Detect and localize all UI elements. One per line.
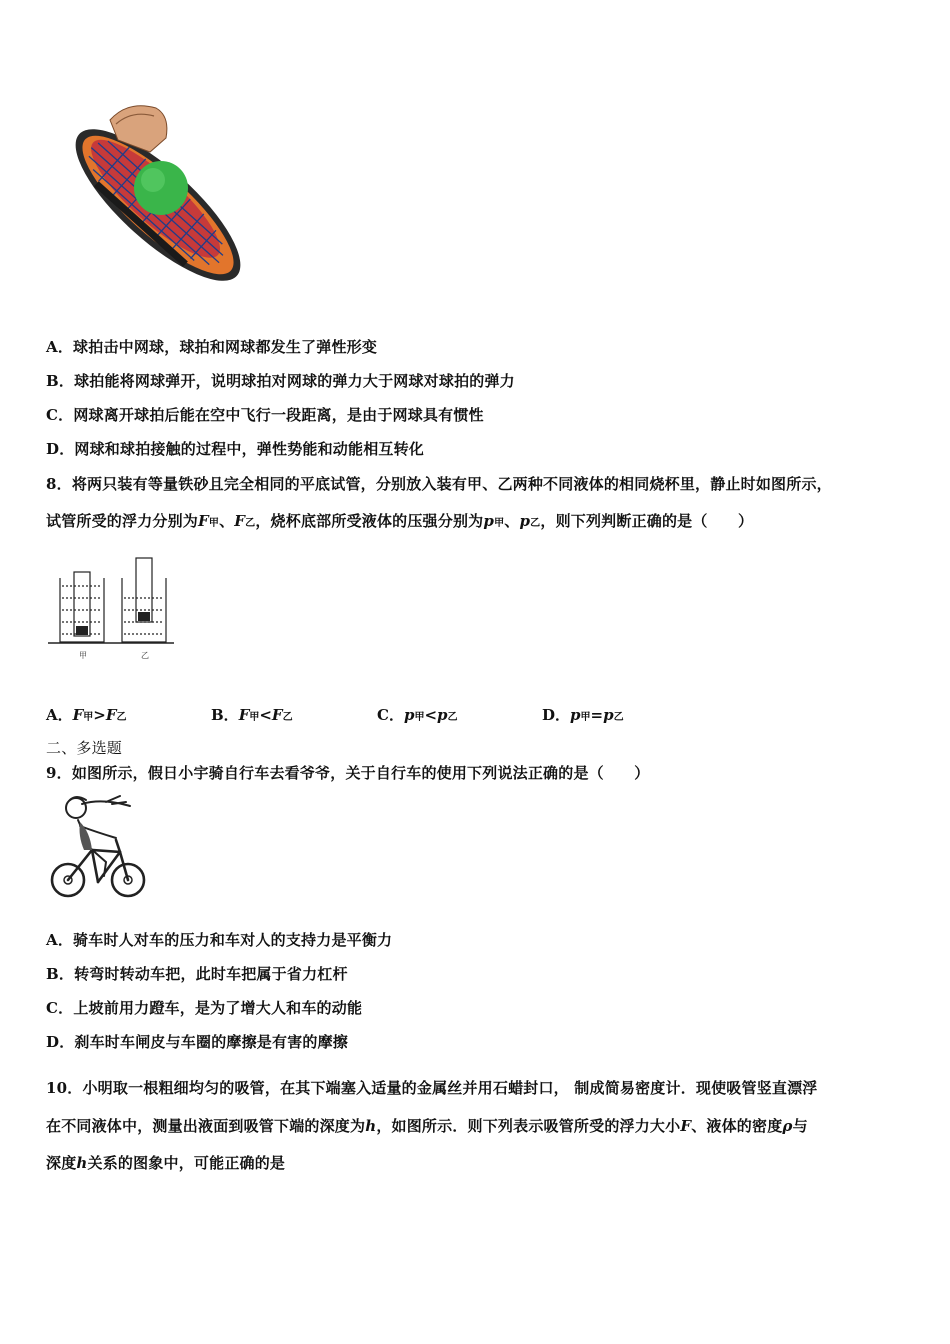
q7-option-c: C．网球离开球拍后能在空中飞行一段距离，是由于网球具有惯性 bbox=[46, 406, 484, 424]
q7-option-b: B．球拍能将网球弹开，说明球拍对网球的弹力大于网球对球拍的弹力 bbox=[46, 372, 515, 390]
q8-stem-line2: 试管所受的浮力分别为F甲、F乙，烧杯底部所受液体的压强分别为p甲、p乙，则下列判断正确的是（ ） bbox=[46, 512, 754, 530]
q10-stem-line2: 在不同液体中，测量出液面到吸管下端的深度为h，如图所示．则下列表示吸管所受的浮力大小F、液体的密度ρ与 bbox=[46, 1117, 808, 1135]
q10-stem-line1: 10．小明取一根粗细均匀的吸管，在其下端塞入适量的金属丝并用石蜡封口， 制成简易密度计．现使吸管竖直漂浮 bbox=[46, 1079, 818, 1097]
q9-stem: 9．如图所示，假日小宇骑自行车去看爷爷，关于自行车的使用下列说法正确的是（ ） bbox=[46, 764, 650, 782]
q8-option-a: A．F甲>F乙 bbox=[46, 706, 127, 724]
q8-option-b: B．F甲<F乙 bbox=[211, 706, 293, 724]
q8-beakers-figure bbox=[46, 554, 176, 664]
beaker-label-yi: 乙 bbox=[141, 651, 149, 660]
section-title-multiple-choice: 二、多选题 bbox=[46, 739, 123, 757]
q8-option-c: C．p甲<p乙 bbox=[377, 706, 458, 724]
q9-option-a: A．骑车时人对车的压力和车对人的支持力是平衡力 bbox=[46, 931, 393, 949]
q9-option-c: C．上坡前用力蹬车，是为了增大人和车的动能 bbox=[46, 999, 363, 1017]
q9-option-b: B．转弯时转动车把，此时车把属于省力杠杆 bbox=[46, 965, 348, 983]
q8-stem-line1: 8．将两只装有等量铁砂且完全相同的平底试管，分别放入装有甲、乙两种不同液体的相同烧杯里，静止时如图所示， bbox=[46, 475, 832, 493]
q8-option-d: D．p甲=p乙 bbox=[542, 706, 624, 724]
tennis-racket-figure bbox=[58, 100, 263, 310]
q7-option-d: D．网球和球拍接触的过程中，弹性势能和动能相互转化 bbox=[46, 440, 425, 458]
q10-stem-line3: 深度h关系的图象中，可能正确的是 bbox=[46, 1154, 286, 1172]
q9-option-d: D．刹车时车闸皮与车圈的摩擦是有害的摩擦 bbox=[46, 1033, 349, 1051]
beaker-label-jia: 甲 bbox=[79, 651, 87, 660]
bicycle-rider-figure bbox=[46, 792, 156, 904]
q7-option-a: A．球拍击中网球，球拍和网球都发生了弹性形变 bbox=[46, 338, 378, 356]
